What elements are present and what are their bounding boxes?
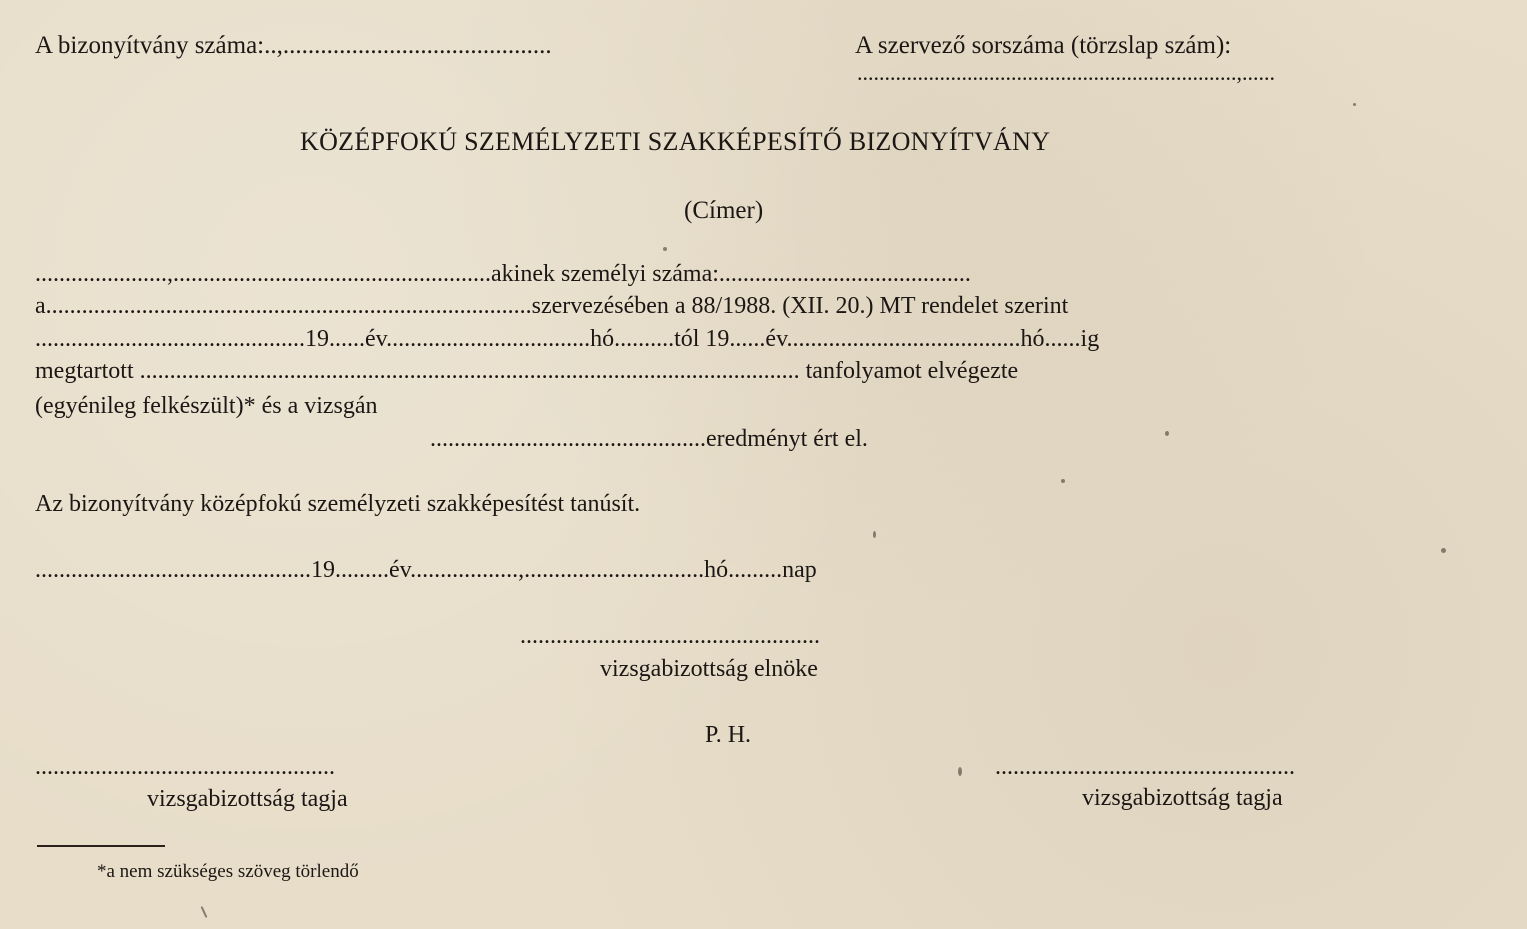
paper-speck xyxy=(958,767,962,776)
member-left-signature-dots: .................................................. xyxy=(35,754,335,780)
paper-speck xyxy=(873,531,876,538)
body-line-name: ......................,.....................................................akinek személyi száma:.......................................... xyxy=(35,261,971,287)
organizer-number-label: A szervező sorszáma (törzslap szám): xyxy=(855,32,1232,59)
paper-speck xyxy=(1353,103,1356,106)
chair-signature-dots: .................................................. xyxy=(520,623,820,649)
body-line-self-prepared: (egyénileg felkészült)* és a vizsgán xyxy=(35,393,378,419)
organizer-number-dots: .....................................................................,...... xyxy=(857,60,1275,85)
stamp-placeholder: P. H. xyxy=(705,722,752,748)
chair-signature-label: vizsgabizottság elnöke xyxy=(600,656,818,682)
certificate-statement: Az bizonyítvány középfokú személyzeti szakképesítést tanúsít. xyxy=(35,491,641,517)
certificate-number-label: A bizonyítvány száma:..,........................................... xyxy=(35,32,552,59)
body-line-organizer: a.................................................................................szervezésében a 88/1988. (XII. 20.) MT rendelet szerint xyxy=(35,293,1069,319)
document-title: KÖZÉPFOKÚ SZEMÉLYZETI SZAKKÉPESÍTŐ BIZONYÍTVÁNY xyxy=(300,127,1051,156)
date-line: ..............................................19.........év..................,..............................hó.........nap xyxy=(35,557,817,583)
paper-speck xyxy=(663,247,667,251)
member-right-signature-label: vizsgabizottság tagja xyxy=(1082,785,1283,811)
body-line-result: ..............................................eredményt ért el. xyxy=(430,426,868,452)
paper-speck xyxy=(201,906,208,918)
footnote-text: *a nem szükséges szöveg törlendő xyxy=(97,861,359,882)
member-left-signature-label: vizsgabizottság tagja xyxy=(147,786,348,812)
footnote-divider xyxy=(37,845,165,847)
paper-speck xyxy=(1441,548,1446,553)
paper-speck xyxy=(1165,431,1169,436)
body-line-course: megtartott .............................................................................................................. tanfolyamot elvégezte xyxy=(35,358,1019,384)
body-line-dates: .............................................19......év..................................hó..........tól 19......év.......................................hó......ig xyxy=(35,326,1100,352)
paper-speck xyxy=(1061,479,1065,483)
member-right-signature-dots: .................................................. xyxy=(995,754,1295,780)
coat-of-arms-placeholder: (Címer) xyxy=(684,197,764,224)
